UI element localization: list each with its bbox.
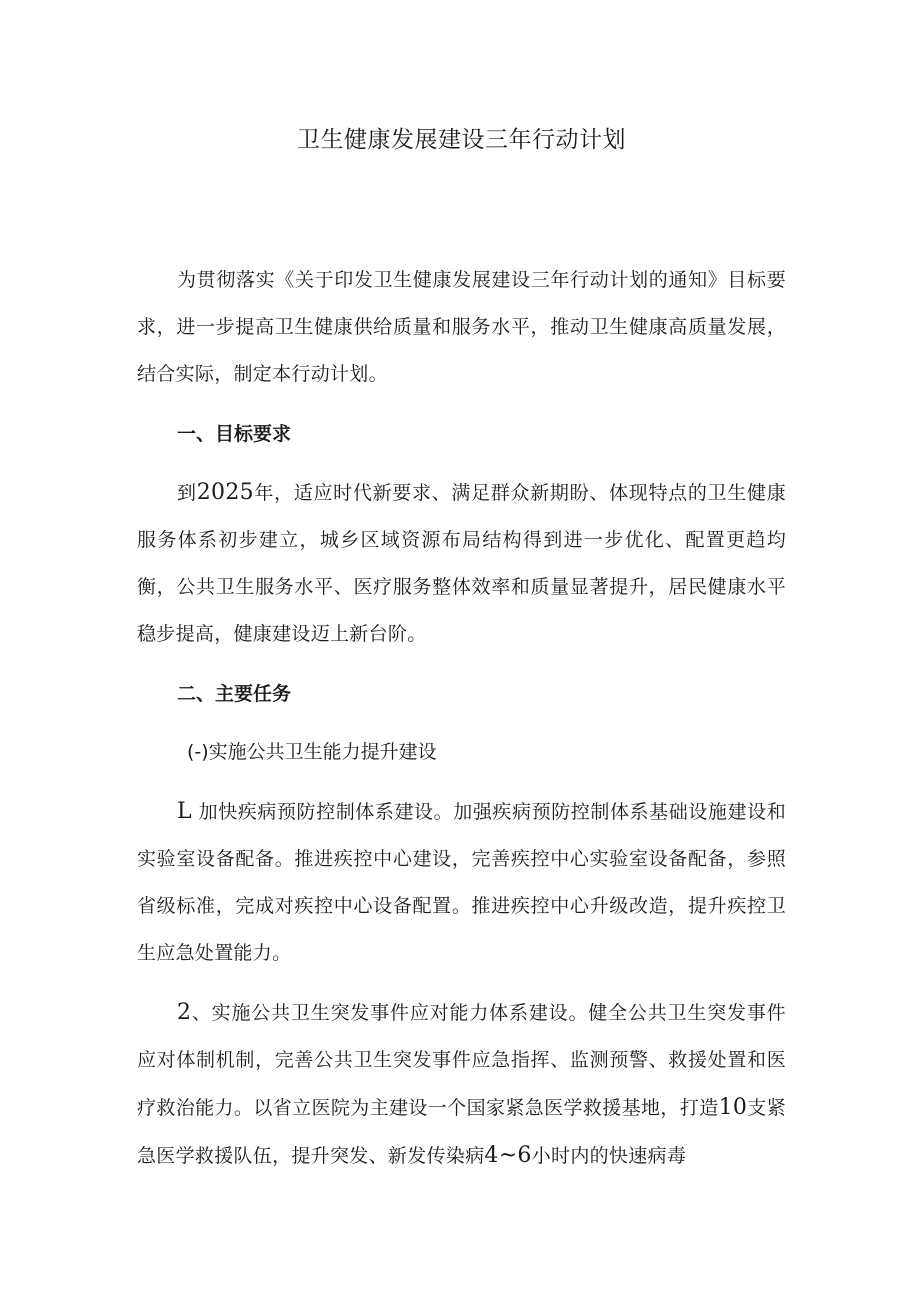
task1-text: 加快疾病预防控制体系建设。加强疾病预防控制体系基础设施建设和实验室设备配备。推进疾控中心建设，完善疾控中心实验室设备配备，参照省级标准，完成对疾控中心设备配置。推进疾控中心升级改造，提升疾控卫生应急处置能力。 bbox=[137, 801, 786, 964]
task1-paragraph bbox=[137, 788, 786, 977]
task2-paragraph bbox=[137, 989, 786, 1180]
goals-prefix: 到 bbox=[177, 482, 197, 504]
task2-number-teams: 10 bbox=[718, 1095, 748, 1120]
task2-marker: 2 bbox=[177, 1000, 192, 1025]
task2-number-hours: 4~6 bbox=[484, 1143, 532, 1168]
task2-text-c: 小时内的快速病毒 bbox=[531, 1145, 687, 1167]
task2-text-a: 、实施公共卫生突发事件应对能力体系建设。健全公共卫生突发事件应对体制机制，完善公共卫生突发事件应急指挥、监测预警、救援处置和医疗救治能力。以省立医院为主建设一个国家紧急医学救援基地，打造 bbox=[137, 1002, 786, 1119]
section-heading-goals: 一、目标要求 bbox=[177, 423, 292, 445]
subsection-heading-public-health: (-)实施公共卫生能力提升建设 bbox=[187, 741, 437, 763]
document-title: 卫生健康发展建设三年行动计划 bbox=[297, 127, 626, 153]
task2-text-b: 支紧急医学救援队伍，提升突发、新发传染病 bbox=[137, 1097, 786, 1167]
goals-text: 年，适应时代新要求、满足群众新期盼、体现特点的卫生健康服务体系初步建立，城乡区域资源布局结构得到进一步优化、配置更趋均衡，公共卫生服务水平、医疗服务整体效率和质量显著提升，居民健康水平稳步提高，健康建设迈上新台阶。 bbox=[137, 482, 786, 645]
section-heading-tasks: 二、主要任务 bbox=[177, 683, 292, 705]
goals-year: 2025 bbox=[196, 480, 254, 505]
task1-marker: L bbox=[177, 799, 192, 824]
goals-paragraph bbox=[137, 469, 786, 658]
intro-paragraph: 为贯彻落实《关于印发卫生健康发展建设三年行动计划的通知》目标要求，进一步提高卫生健康供给质量和服务水平，推动卫生健康高质量发展，结合实际，制定本行动计划。 bbox=[137, 269, 786, 385]
